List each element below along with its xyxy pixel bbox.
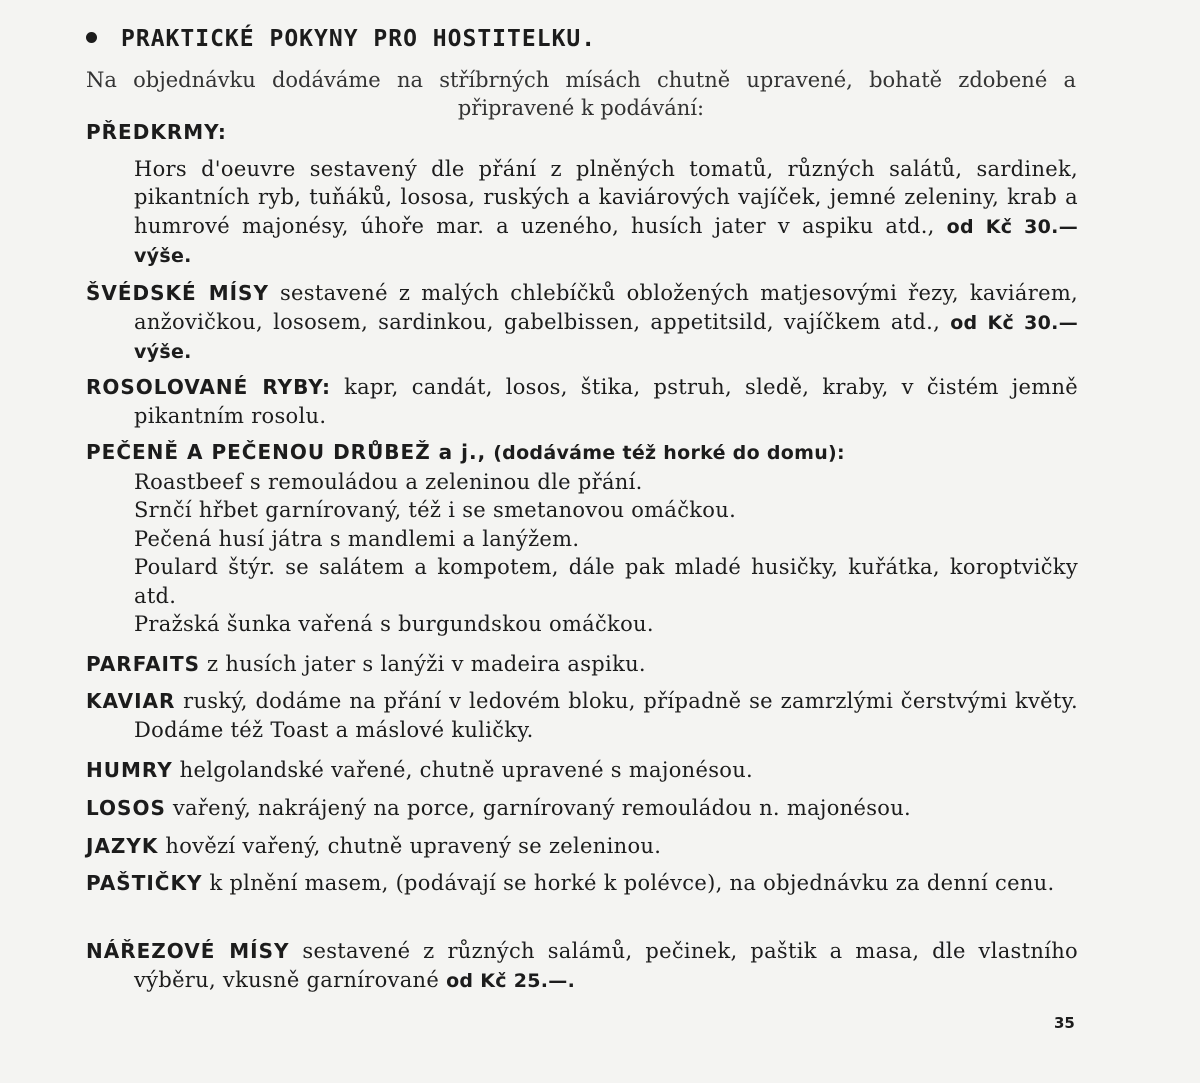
- section-heading: PARFAITS: [86, 652, 201, 676]
- section-text: k plnění masem, (podávají se horké k polévce), na objednávku za denní cenu.: [209, 871, 1055, 895]
- section-heading: HUMRY: [86, 758, 173, 782]
- heading-text: PRAKTICKÉ POKYNY PRO HOSTITELKU.: [121, 26, 597, 52]
- section-price: od Kč 30.— výše.: [134, 215, 1078, 267]
- section-heading: PAŠTIČKY: [86, 871, 203, 895]
- section-text: helgolandské vařené, chutně upravené s majonésou.: [179, 758, 754, 782]
- section-price: od Kč 30.— výše.: [134, 311, 1078, 363]
- list-item: Roastbeef s remouládou a zeleninou dle přání.: [134, 469, 643, 494]
- section-note: (dodáváme též horké do domu):: [493, 442, 845, 464]
- section-heading: PŘEDKRMY:: [86, 120, 227, 144]
- section-heading-line: [86, 438, 1078, 468]
- list-item: Poulard štýr. se salátem a kompotem, dále pak mladé husičky, kuřátka, koroptvičky atd.: [134, 555, 1078, 608]
- section-pasticky: [86, 869, 1078, 898]
- page-number: 35: [1054, 1014, 1075, 1032]
- section-text: sestavené z různých salámů, pečinek, paštik a masa, dle vlastního výběru, vkusně garnírované: [134, 939, 1078, 992]
- section-price: od Kč 25.—.: [446, 969, 576, 992]
- section-parfaits: [86, 650, 1078, 679]
- section-body: [86, 155, 1078, 271]
- section-body: [86, 373, 1078, 430]
- section-text: sestavené z malých chlebíčků obložených matjesovými řezy, kaviárem, anžovičkou, lososem, sardinkou, gabelbissen, appetitsild, vajíčkem atd.,: [134, 281, 1079, 334]
- section-heading: KAVIAR: [86, 689, 176, 713]
- section-body: [86, 650, 1078, 679]
- section-heading: NÁŘEZOVÉ MÍSY: [86, 939, 290, 963]
- section-heading: ROSOLOVANÉ RYBY:: [86, 375, 332, 399]
- intro-paragraph: Na objednávku dodáváme na stříbrných mísách chutně upravené, bohatě zdobené a připravené k podávání:: [86, 68, 1076, 120]
- list-item: Srnčí hřbet garnírovaný, též i se smetanovou omáčkou.: [134, 498, 737, 522]
- list-item: Pečená husí játra s mandlemi a lanýžem.: [134, 526, 580, 551]
- section-text: Hors d'oeuvre sestavený dle přání z plněných tomatů, různých salátů, sardinek, pikantních ryb, tuňáků, lososa, ruských a kaviárových vajíček, jemné zeleniny, krab a humrové majonésy, úhoře mar. a uzeného, husích jater v aspiku atd.,: [134, 156, 1078, 238]
- section-svedske-misy: [86, 279, 1078, 367]
- section-heading: PEČENĚ A PEČENOU DRŮBEŽ a j.,: [86, 440, 487, 464]
- section-text: kapr, candát, losos, štika, pstruh, sledě, kraby, v čistém jemně pikantním rosolu.: [134, 375, 1078, 428]
- section-text: hovězí vařený, chutně upravený se zeleninou.: [165, 834, 662, 858]
- section-body: [86, 937, 1078, 995]
- section-text: vařený, nakrájený na porce, garnírovaný remouládou n. majonésou.: [172, 796, 912, 820]
- section-body: [86, 869, 1078, 898]
- section-text: z husích jater s lanýži v madeira aspiku.: [207, 652, 646, 676]
- section-humry: [86, 756, 1078, 785]
- section-narezove-misy: [86, 937, 1078, 995]
- section-rosolovane-ryby: [86, 373, 1078, 430]
- bullet-icon: [86, 32, 97, 43]
- section-losos: [86, 794, 1078, 823]
- section-pecene: [86, 438, 1078, 639]
- section-predkrmy: [86, 118, 1078, 271]
- section-kaviar: [86, 687, 1078, 744]
- list-item: Pražská šunka vařená s burgundskou omáčkou.: [134, 612, 654, 636]
- section-text: ruský, dodáme na přání v ledovém bloku, případně se zamrzlými čerstvými květy. Dodáme též Toast a máslové kuličky.: [134, 689, 1078, 742]
- page-heading: [86, 26, 596, 52]
- section-body: [86, 279, 1078, 367]
- section-jazyk: [86, 832, 1078, 861]
- section-heading: JAZYK: [86, 834, 159, 858]
- section-body: [86, 687, 1078, 744]
- section-heading: LOSOS: [86, 796, 166, 820]
- section-heading: ŠVÉDSKÉ MÍSY: [86, 281, 269, 305]
